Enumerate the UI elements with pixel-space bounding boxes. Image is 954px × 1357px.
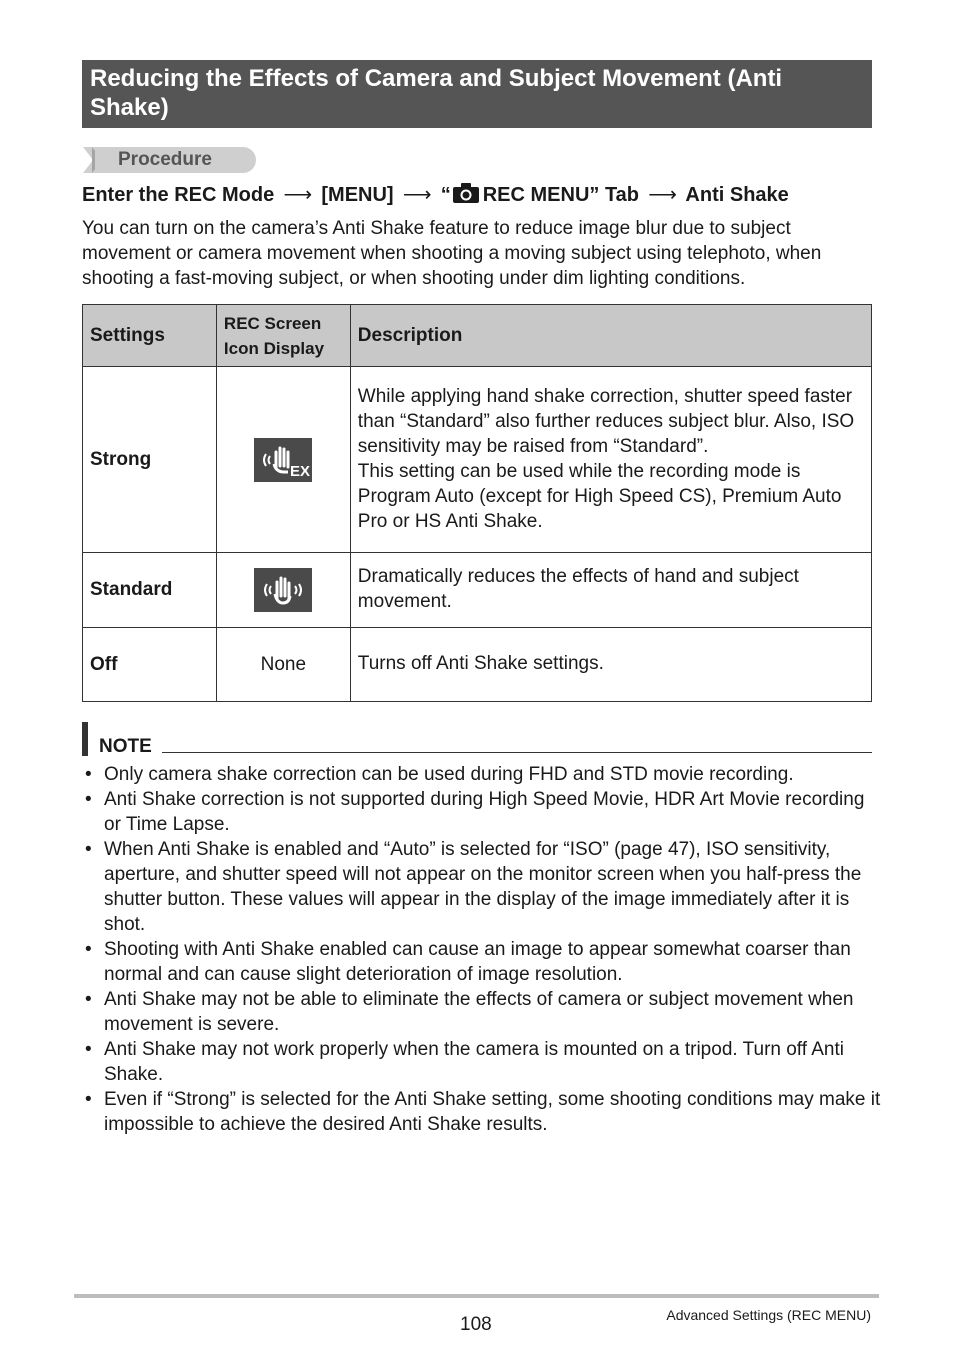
note-heading [82,722,872,756]
list-item [82,1087,882,1137]
setting-name: Off [83,628,217,702]
page-title: Reducing the Effects of Camera and Subject Movement (Anti Shake) [82,60,872,128]
list-item [82,762,882,787]
camera-icon [453,183,479,209]
path-step-open-quote: “ [440,184,451,206]
path-step-anti-shake: Anti Shake [685,184,789,206]
bullet: • [85,789,92,810]
table-row [83,367,872,553]
note-text: Even if “Strong” is selected for the Anti Shake setting, some shooting conditions may make it impossible to achieve the desired Anti Shake results. [104,1089,881,1135]
header-description: Description [350,305,871,367]
menu-path [82,182,789,209]
table-header-row [83,305,872,367]
procedure-tag [83,147,256,173]
header-rec-screen-line2: Icon Display [223,338,325,358]
list-item [82,937,882,987]
bullet: • [85,1039,92,1060]
bullet: • [85,839,92,860]
note-text: Only camera shake correction can be used during FHD and STD movie recording. [104,764,794,785]
header-rec-screen-icon [216,305,350,367]
arrow-icon: ⟶ [648,184,677,206]
list-item [82,987,882,1037]
note-label: NOTE [99,736,152,757]
icon-display-none: None [216,628,350,702]
note-text: When Anti Shake is enabled and “Auto” is selected for “ISO” (page 47), ISO sensitivity, aperture, and shutter speed will not appear on the monitor screen when you half-press the shutter button. These values will appear in the display of the image immediately after it is shot. [104,839,862,935]
description-line: While applying hand shake correction, shutter speed faster than “Standard” also further reduces subject blur. Also, ISO sensitivity may be raised from “Standard”. [357,385,855,457]
arrow-icon: ⟶ [283,184,313,206]
setting-name: Strong [83,367,217,553]
setting-description [350,367,871,553]
arrow-icon: ⟶ [402,184,432,206]
setting-description [350,628,871,702]
note-text: Shooting with Anti Shake enabled can cause an image to appear somewhat coarser than normal and can cause slight deterioration of image resolution. [104,939,851,985]
anti-shake-standard-icon [254,568,312,612]
bullet: • [85,1089,92,1110]
section-name: Advanced Settings (REC MENU) [666,1307,871,1323]
setting-description [350,553,871,628]
list-item [82,787,882,837]
header-rec-screen-line1: REC Screen [223,313,322,333]
description-line: Turns off Anti Shake settings. [357,653,604,674]
note-divider [162,752,872,753]
note-text: Anti Shake may not be able to eliminate the effects of camera or subject movement when movement is severe. [104,989,854,1035]
path-step-rec-mode: Enter the REC Mode [82,184,275,206]
list-item [82,1037,882,1087]
anti-shake-strong-icon [254,438,312,482]
table-row [83,628,872,702]
icon-cell [216,553,350,628]
anti-shake-settings-table [82,304,872,702]
icon-cell [216,367,350,553]
footer-divider [74,1294,879,1298]
path-step-rec-menu-tab: REC MENU” Tab [482,184,640,206]
note-text: Anti Shake may not work properly when the camera is mounted on a tripod. Turn off Anti Shake. [104,1039,844,1085]
intro-paragraph: You can turn on the camera’s Anti Shake feature to reduce image blur due to subject movement or camera movement when shooting a moving subject using telephoto, when shooting a fast-moving subject, or when shooting under dim lighting conditions. [82,218,822,289]
procedure-label: Procedure [118,149,212,170]
setting-name: Standard [83,553,217,628]
description-line: This setting can be used while the recording mode is Program Auto (except for High Speed CS), Premium Auto Pro or HS Anti Shake. [357,460,842,532]
bullet: • [85,939,92,960]
description-line: Dramatically reduces the effects of hand and subject movement. [357,566,799,612]
header-settings: Settings [83,305,217,367]
path-step-menu: [MENU] [321,184,394,206]
page-number: 108 [460,1314,492,1335]
table-row [83,553,872,628]
bullet: • [85,764,92,785]
note-text: Anti Shake correction is not supported during High Speed Movie, HDR Art Movie recording or Time Lapse. [104,789,865,835]
note-list [82,762,882,1137]
note-marker [82,722,88,756]
list-item [82,837,882,937]
svg-text:EX: EX [290,462,311,480]
bullet: • [85,989,92,1010]
